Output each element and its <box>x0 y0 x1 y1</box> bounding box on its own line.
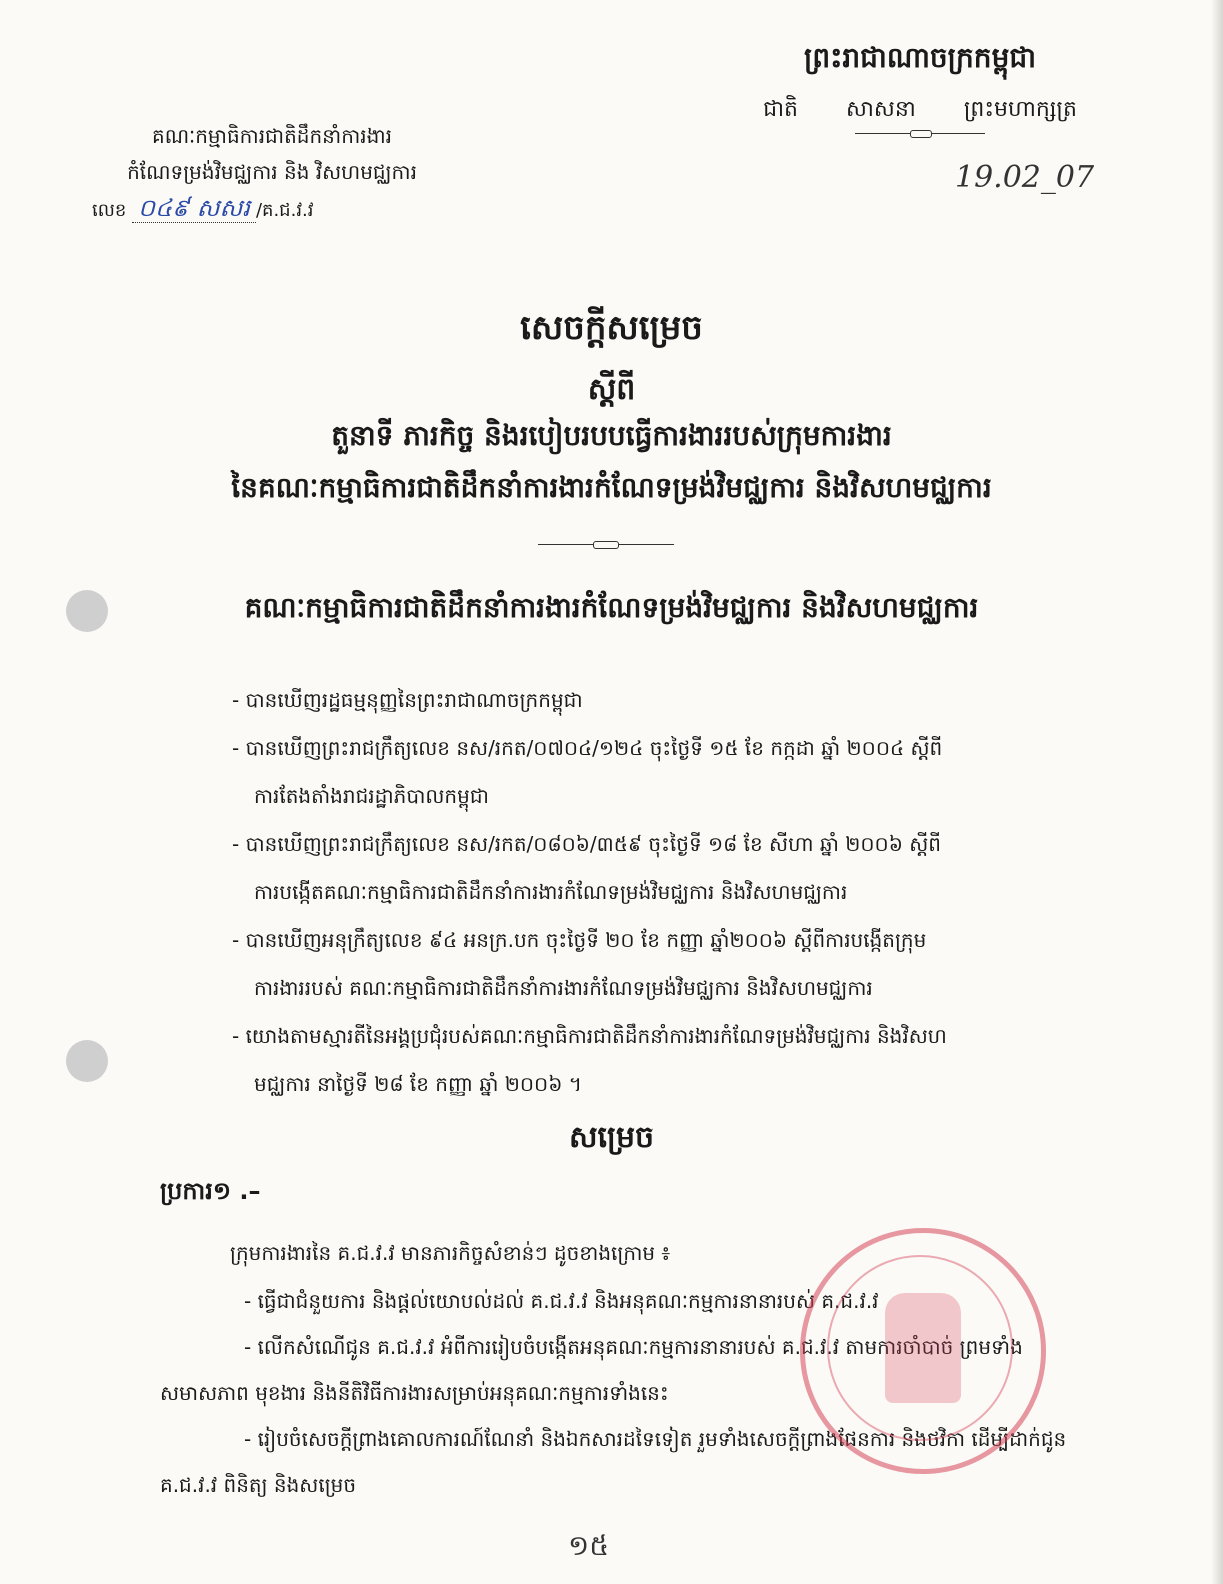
kingdom-title: ព្រះរាជាណាចក្រកម្ពុជា <box>803 41 1036 74</box>
page-edge-shadow <box>1211 0 1223 1584</box>
visa-line: ការតែងតាំងរាជរដ្ឋាភិបាលកម្ពុជា <box>254 784 489 808</box>
duty-item: - លើកសំណើជូន គ.ជ.វ.វ អំពីការរៀបចំបង្កើតអនុគណៈកម្មការនានារបស់ គ.ជ.វ.វ តាមការចាំបាច់ ព្រមទាំងសមាសភាព មុខងារ និងនីតិវិធីការងារសម្រាប់អនុគណៈកម្មការទាំងនេះ <box>160 1335 1023 1405</box>
reference-number <box>82 190 462 229</box>
visa-line: - បានឃើញអនុក្រឹត្យលេខ ៩៤ អនក្រ.បក ចុះថ្ងៃទី ២០ ខែ កញ្ញា ឆ្នាំ២០០៦ ស្តីពីការបង្កើតក្រុម <box>232 928 927 952</box>
visa-item <box>232 820 1062 916</box>
duty-item: - រៀបចំសេចក្តីព្រាងគោលការណ៍ណែនាំ និងឯកសារដទៃទៀត រួមទាំងសេចក្តីព្រាងផែនការ និងថវិកា ដើម្បីដាក់ជូន គ.ជ.វ.វ ពិនិត្យ និងសម្រេច <box>160 1427 1067 1497</box>
duty-item: - ធ្វើជាជំនួយការ និងផ្តល់យោបល់ដល់ គ.ជ.វ.វ និងអនុគណៈកម្មការនានារបស់ គ.ជ.វ.វ <box>244 1289 879 1313</box>
decides-heading: សម្រេច <box>568 1120 655 1155</box>
punch-hole <box>66 1040 108 1082</box>
visa-item <box>232 916 1062 1012</box>
visa-list <box>232 676 1062 1108</box>
issuer-line: គណៈកម្មាធិការជាតិដឹកនាំការងារ <box>152 124 392 148</box>
visa-line: ការងាររបស់ គណៈកម្មាធិការជាតិដឹកនាំការងារកំណែទម្រង់វិមជ្ឈការ និងវិសហមជ្ឈការ <box>254 976 873 1000</box>
national-motto <box>700 95 1140 127</box>
subject-line: តួនាទី ភារកិច្ច និងរបៀបរបបធ្វើការងាររបស់ក្រុមការងារ <box>331 419 892 452</box>
visa-line: - បានឃើញព្រះរាជក្រឹត្យលេខ នស/រកត/០៨០៦/៣៥៩ ចុះថ្ងៃទី ១៨ ខែ សីហា ឆ្នាំ ២០០៦ ស្តីពី <box>232 832 941 856</box>
handwritten-date: 19.02_07 <box>955 160 1095 195</box>
kingdom-header <box>700 40 1140 134</box>
page-number: ១៥ <box>568 1529 610 1562</box>
motto-word: សាសនា <box>845 97 916 122</box>
title-on: ស្តីពី <box>587 372 636 407</box>
reference-suffix: /គ.ជ.វ.វ <box>255 200 314 221</box>
issuer-block <box>82 118 462 229</box>
issuer-line: កំណែទម្រង់វិមជ្ឈការ និង វិសហមជ្ឈការ <box>127 160 417 184</box>
visa-line: - បានឃើញព្រះរាជក្រឹត្យលេខ នស/រកត/០៧០៤/១២៤ ចុះថ្ងៃទី ១៥ ខែ កក្កដា ឆ្នាំ ២០០៤ ស្តីពី <box>232 736 943 760</box>
article-heading: ប្រការ១ .– <box>160 1177 261 1205</box>
document-title: សេចក្តីសម្រេច <box>520 308 703 348</box>
reference-prefix: លេខ <box>92 200 127 221</box>
visa-item <box>232 1012 1062 1108</box>
visa-line: ការបង្កើតគណៈកម្មាធិការជាតិដឹកនាំការងារកំណែទម្រង់វិមជ្ឈការ និងវិសហមជ្ឈការ <box>254 880 848 904</box>
subject-line: នៃគណៈកម្មាធិការជាតិដឹកនាំការងារកំណែទម្រង់វិមជ្ឈការ និងវិសហមជ្ឈការ <box>231 471 992 504</box>
visa-item <box>232 676 1062 724</box>
ornament-divider <box>855 133 985 134</box>
issuing-authority: គណៈកម្មាធិការជាតិដឹកនាំការងារកំណែទម្រង់វិមជ្ឈការ និងវិសហមជ្ឈការ <box>244 591 979 624</box>
visa-line: - បានឃើញរដ្ឋធម្មនុញ្ញនៃព្រះរាជាណាចក្រកម្ពុជា <box>232 688 583 712</box>
visa-item <box>232 724 1062 820</box>
motto-word: ជាតិ <box>763 97 798 122</box>
official-seal-stamp <box>800 1228 1046 1474</box>
article-intro: ក្រុមការងារនៃ គ.ជ.វ.វ មានភារកិច្ចសំខាន់ៗ ដូចខាងក្រោម ៖ <box>230 1241 671 1265</box>
handwritten-reference: ០៤៩ សសរ <box>132 194 256 223</box>
motto-word: ព្រះមហាក្សត្រ <box>963 97 1077 122</box>
visa-line: - យោងតាមស្មារតីនៃអង្គប្រជុំរបស់គណៈកម្មាធិការជាតិដឹកនាំការងារកំណែទម្រង់វិមជ្ឈការ និងវិសហ <box>232 1024 947 1048</box>
ornament-divider <box>538 544 674 545</box>
visa-line: មជ្ឈការ នាថ្ងៃទី ២៨ ខែ កញ្ញា ឆ្នាំ ២០០៦ ។ <box>254 1072 582 1096</box>
